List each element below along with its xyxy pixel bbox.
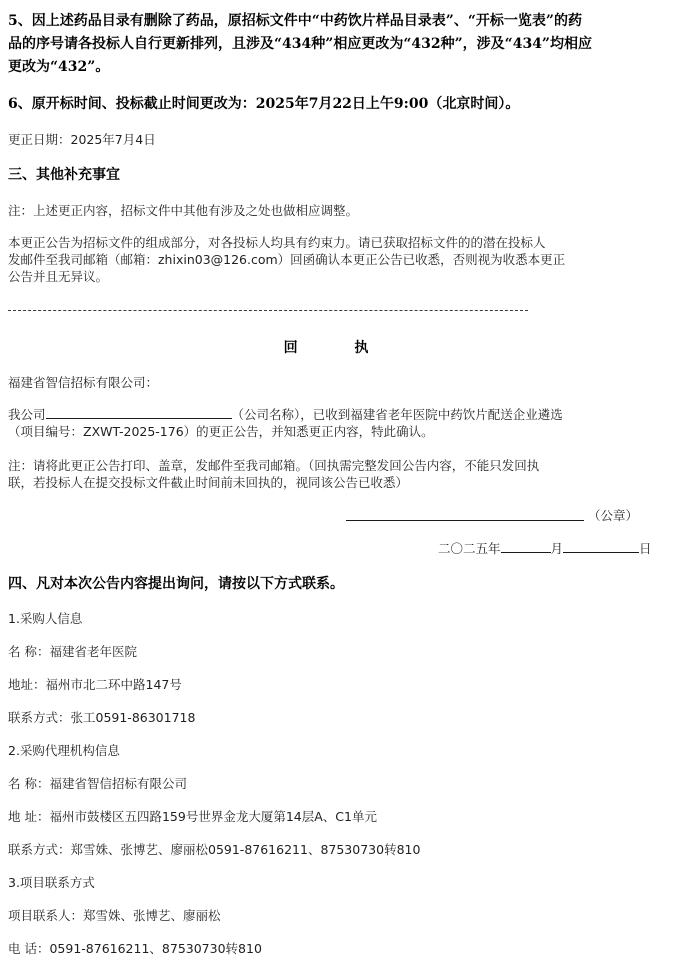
receipt-addressee: 福建省智信招标有限公司：	[8, 375, 159, 390]
section-3-note: 注：上述更正内容，招标文件中其他有涉及之处也做相应调整。	[8, 203, 359, 218]
receipt-title: 回 执	[283, 340, 395, 356]
company-name-blank	[46, 406, 232, 419]
item-5-paragraph	[8, 10, 672, 79]
purchaser-title: 1.采购人信息	[8, 611, 83, 626]
item-5-line-1: 5、因上述药品目录有删除了药品，原招标文件中“中药饮片样品目录表”、“开标一览表”的药	[8, 13, 582, 29]
item-5-line-2: 品的序号请各投标人自行更新排列，且涉及“434种”相应更改为“432种”，涉及“434”均相应	[8, 36, 592, 52]
project-contacts: 项目联系人：郑雪姝、张博艺、廖丽松	[8, 908, 221, 923]
correction-date: 更正日期：2025年7月4日	[8, 132, 156, 147]
agency-contact: 联系方式：郑雪姝、张博艺、廖丽松0591-87616211、87530730转810	[8, 842, 421, 857]
section-4-heading: 四、凡对本次公告内容提出询问，请按以下方式联系。	[8, 576, 344, 592]
agency-name: 名 称：福建省智信招标有限公司	[8, 776, 187, 791]
item-5-line-3: 更改为“432”。	[8, 59, 110, 75]
dashed-separator	[8, 310, 528, 311]
binding-paragraph	[8, 234, 672, 285]
receipt-body-suffix: （公司名称），已收到福建省老年医院中药饮片配送企业遴选	[231, 407, 563, 422]
section-3-heading: 三、其他补充事宜	[8, 167, 120, 183]
receipt-note-line-2: 联，若投标人在提交投标文件截止时间前未回执的，视同该公告已收悉）	[8, 475, 409, 490]
purchaser-contact: 联系方式：张工0591-86301718	[8, 710, 196, 725]
date-year: 二〇二五年	[438, 541, 501, 556]
binding-paragraph-line-3: 公告并且无异议。	[8, 269, 109, 284]
date-day: 日	[639, 541, 652, 556]
day-blank	[563, 540, 639, 553]
receipt-body-prefix: 我公司	[8, 407, 46, 422]
binding-paragraph-line-2: 发邮件至我司邮箱（邮箱：zhixin03@126.com）回函确认本更正公告已收悉，否则视为收悉本更正	[8, 252, 566, 267]
item-6-paragraph: 6、原开标时间、投标截止时间更改为：2025年7月22日上午9:00（北京时间）。	[8, 96, 520, 112]
receipt-body-line-1	[8, 406, 672, 423]
receipt-date-line	[438, 540, 652, 557]
date-month: 月	[550, 541, 564, 556]
receipt-note-line-1: 注：请将此更正公告打印、盖章，发邮件至我司邮箱。（回执需完整发回公告内容，不能只发回执	[8, 458, 540, 473]
agency-address: 地 址：福州市鼓楼区五四路159号世界金龙大厦第14层A、C1单元	[8, 809, 377, 824]
receipt-body-line-2: （项目编号：ZXWT-2025-176）的更正公告，并知悉更正内容，特此确认。	[8, 424, 434, 439]
agency-title: 2.采购代理机构信息	[8, 743, 120, 758]
receipt-body	[8, 406, 672, 440]
purchaser-name: 名 称：福建省老年医院	[8, 644, 137, 659]
month-blank	[501, 540, 551, 553]
seal-label: （公章）	[588, 508, 639, 523]
project-phone: 电 话：0591-87616211、87530730转810	[8, 941, 262, 956]
project-contact-title: 3.项目联系方式	[8, 875, 95, 890]
binding-paragraph-line-1: 本更正公告为招标文件的组成部分，对各投标人均具有约束力。请已获取招标文件的的潜在投标人	[8, 235, 546, 250]
seal-signature-line	[346, 520, 584, 521]
purchaser-address: 地址：福州市北二环中路147号	[8, 677, 182, 692]
receipt-note	[8, 457, 672, 491]
